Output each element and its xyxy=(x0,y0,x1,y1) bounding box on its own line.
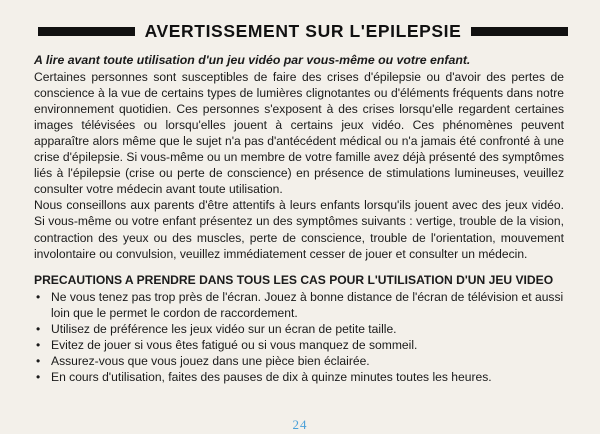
list-item-text: Ne vous tenez pas trop près de l'écran. Jouez à bonne distance de l'écran de télévision et aussi loin que le permet le cordon de raccordement. xyxy=(51,289,564,320)
bullet-icon: • xyxy=(36,369,41,384)
bullet-icon: • xyxy=(36,321,41,336)
page-number: 24 xyxy=(292,417,308,432)
lead-instruction: A lire avant toute utilisation d'un jeu vidéo par vous-même ou votre enfant. xyxy=(34,53,471,67)
section-header xyxy=(38,18,568,44)
list-item-text: En cours d'utilisation, faites des pauses de dix à quinze minutes toutes les heures. xyxy=(51,369,492,384)
list-item-text: Utilisez de préférence les jeux vidéo sur un écran de petite taille. xyxy=(51,321,397,336)
header-right-bar xyxy=(471,27,568,36)
warning-body xyxy=(34,52,564,385)
bullet-icon: • xyxy=(36,289,41,304)
list-item xyxy=(34,321,564,337)
list-item-text: Assurez-vous que vous jouez dans une pièce bien éclairée. xyxy=(51,353,370,368)
precautions-title: PRECAUTIONS A PRENDRE DANS TOUS LES CAS POUR L'UTILISATION D'UN JEU VIDEO xyxy=(34,272,554,287)
page-title: AVERTISSEMENT SUR L'EPILEPSIE xyxy=(144,20,462,41)
bullet-icon: • xyxy=(36,337,41,352)
list-item-text: Evitez de jouer si vous êtes fatigué ou si vous manquez de sommeil. xyxy=(51,337,418,352)
paragraph-parents-advice: Nous conseillons aux parents d'être attentifs à leurs enfants lorsqu'ils jouent avec des jeux vidéo. Si vous-même ou votre enfant présentez un des symptômes suivants : vertige, trouble de la vision, contraction des yeux ou des muscles, perte de conscience, trouble de l'orientation, mouvement involontaire ou convulsion, veuillez immédiatement cesser de jouer et consulter un médecin. xyxy=(34,198,564,261)
list-item xyxy=(34,337,564,353)
paragraph-epilepsy-risk: Certaines personnes sont susceptibles de faire des crises d'épilepsie ou d'avoir des pertes de conscience à la vue de certains types de lumières clignotantes ou d'éléments fréquents dans notre environnement quotidien. Ces personnes s'exposent à des crises lorsqu'elle regardent certaines images télévisées ou lorsqu'elles jouent à certains jeux vidéo. Ces phénomènes peuvent apparaître alors même que le sujet n'a pas d'antécédent médical ou n'a jamais été confronté à une crise d'épilepsie. Si vous-même ou un membre de votre famille avez déjà présenté des symptômes liés à l'épilepsie (crise ou perte de conscience) en présence de stimulations lumineuses, veuillez consulter votre médecin avant toute utilisation. xyxy=(34,70,564,197)
precautions-list xyxy=(34,289,564,385)
header-left-bar xyxy=(38,27,135,36)
list-item xyxy=(34,369,564,385)
bullet-icon: • xyxy=(36,353,41,368)
list-item xyxy=(34,289,564,321)
list-item xyxy=(34,353,564,369)
